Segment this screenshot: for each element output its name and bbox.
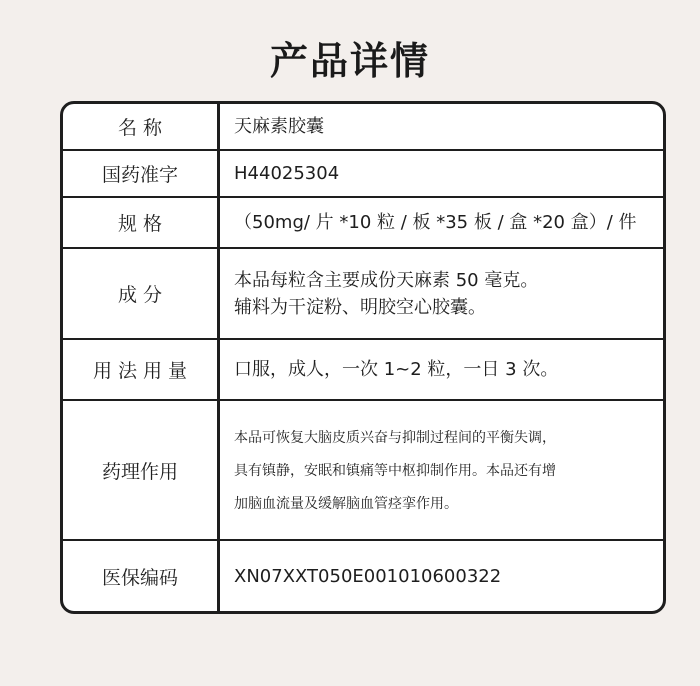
row-label: 名 称 <box>63 104 220 149</box>
value-line: 本品每粒含主要成份天麻素 50 毫克。 <box>234 269 539 291</box>
row-value <box>220 541 663 611</box>
row-specification <box>63 198 663 249</box>
row-value <box>220 151 663 196</box>
row-value <box>220 340 663 399</box>
value-line: 本品可恢复大脑皮质兴奋与抑制过程间的平衡失调， <box>234 429 556 446</box>
value-line: 口服，成人，一次 1~2 粒，一日 3 次。 <box>234 359 559 380</box>
page-title: 产品详情 <box>269 39 430 83</box>
row-name <box>63 104 663 151</box>
row-label: 国药准字 <box>63 151 220 196</box>
row-pharmacology <box>63 401 663 541</box>
value-line: 天麻素胶囊 <box>234 116 324 137</box>
row-value <box>220 198 663 247</box>
row-approval-number <box>63 151 663 198</box>
row-label: 药理作用 <box>63 401 220 539</box>
row-value <box>220 104 663 149</box>
row-label: 成 分 <box>63 249 220 338</box>
row-label: 用 法 用 量 <box>63 340 220 399</box>
row-value <box>220 249 663 338</box>
value-line: XN07XXT050E001010600322 <box>234 565 502 587</box>
value-line: 具有镇静，安眠和镇痛等中枢抑制作用。本品还有增 <box>234 462 556 479</box>
row-ingredients <box>63 249 663 340</box>
product-spec-table <box>60 101 666 614</box>
row-insurance-code <box>63 541 663 611</box>
value-line: （50mg/ 片 *10 粒 / 板 *35 板 / 盒 *20 盒）/ 件 <box>234 212 637 233</box>
row-label: 规 格 <box>63 198 220 247</box>
value-line: 加脑血流量及缓解脑血管痉挛作用。 <box>234 495 458 512</box>
row-dosage <box>63 340 663 401</box>
row-value <box>220 401 663 539</box>
value-line: H44025304 <box>234 163 340 184</box>
value-line: 辅料为干淀粉、明胶空心胶囊。 <box>234 296 486 318</box>
row-label: 医保编码 <box>63 541 220 611</box>
